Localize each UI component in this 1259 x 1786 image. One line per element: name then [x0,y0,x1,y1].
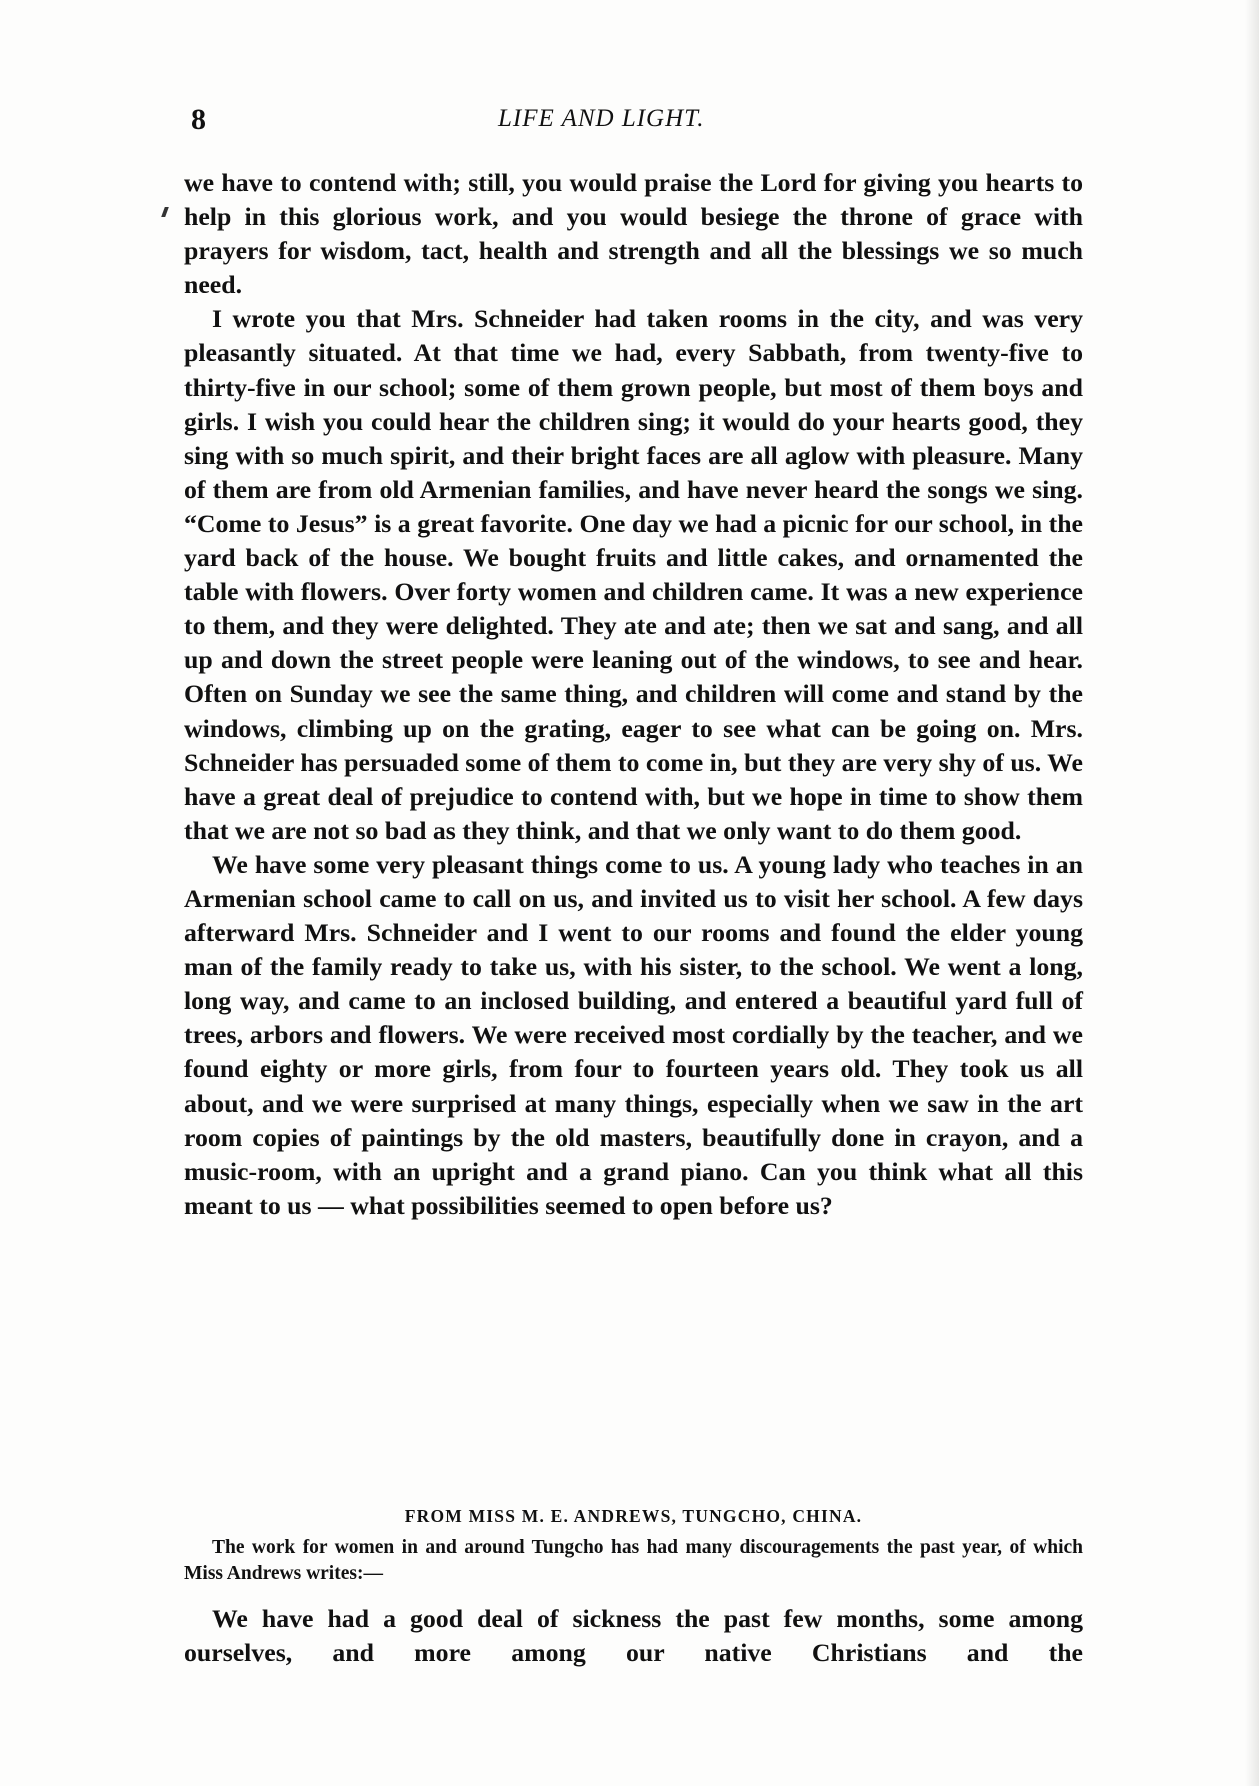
body-text [184,166,1083,1223]
page-number: 8 [191,103,206,136]
paragraph-continuation: we have to contend with; still, you would praise the Lord for giving you hearts to help in this glorious work, and you would besiege the throne of grace with prayers for wisdom, tact, health and strength and all the blessings we so much need. [184,168,1083,300]
section-heading: FROM MISS M. E. ANDREWS, TUNGCHO, CHINA. [404,1506,863,1526]
page-edge-shadow [1245,0,1259,1786]
letter-excerpt: We have had a good deal of sickness the past few months, some among ourselves, and more among our native Christians and the [184,1604,1083,1667]
paragraph-school-description: I wrote you that Mrs. Schneider had taken rooms in the city, and was very pleasantly situated. At that time we had, every Sabbath, from twenty-five to thirty-five in our school; some of them grown people, but most of them boys and girls. I wish you could hear the children sing; it would do your hearts good, they sing with so much spirit, and their bright faces are all aglow with pleasure. Many of them are from old Armenian families, and have never heard the songs we sing. “Come to Jesus” is a great favorite. One day we had a picnic for our school, in the yard back of the house. We bought fruits and little cakes, and ornamented the table with flowers. Over forty women and children came. It was a new experience to them, and they were delighted. They ate and ate; then we sat and sang, and all up and down the street people were leaning out of the windows, to see and hear. Often on Sunday we see the same thing, and children will come and stand by the windows, climbing up on the grating, eager to see what can be going on. Mrs. Schneider has persuaded some of them to come in, but they are very shy of us. We have a great deal of prejudice to contend with, but we hope in time to show them that we are not so bad as they think, and that we only want to do them good. [184,304,1083,845]
running-head: LIFE AND LIGHT. [498,105,705,132]
margin-ink-mark [161,207,169,217]
paragraph-armenian-school-visit: We have some very pleasant things come to us. A young lady who teaches in an Armenian school came to call on us, and invited us to visit her school. A few days afterward Mrs. Schneider and I went to our rooms and found the elder young man of the family ready to take us, with his sister, to the school. We went a long, long way, and came to an inclosed building, and entered a beautiful yard full of trees, arbors and flowers. We were received most cordially by the teacher, and we found eighty or more girls, from four to fourteen years old. They took us all about, and we were surprised at many things, especially when we saw in the art room copies of paintings by the old masters, beautifully done in crayon, and a music-room, with an upright and a grand piano. Can you think what all this meant to us — what possibilities seemed to open before us? [184,849,1083,1220]
page-header [183,103,1083,143]
section-intro: The work for women in and around Tungcho has had many discouragements the past year, of which Miss Andrews writes:— [184,1537,1083,1584]
